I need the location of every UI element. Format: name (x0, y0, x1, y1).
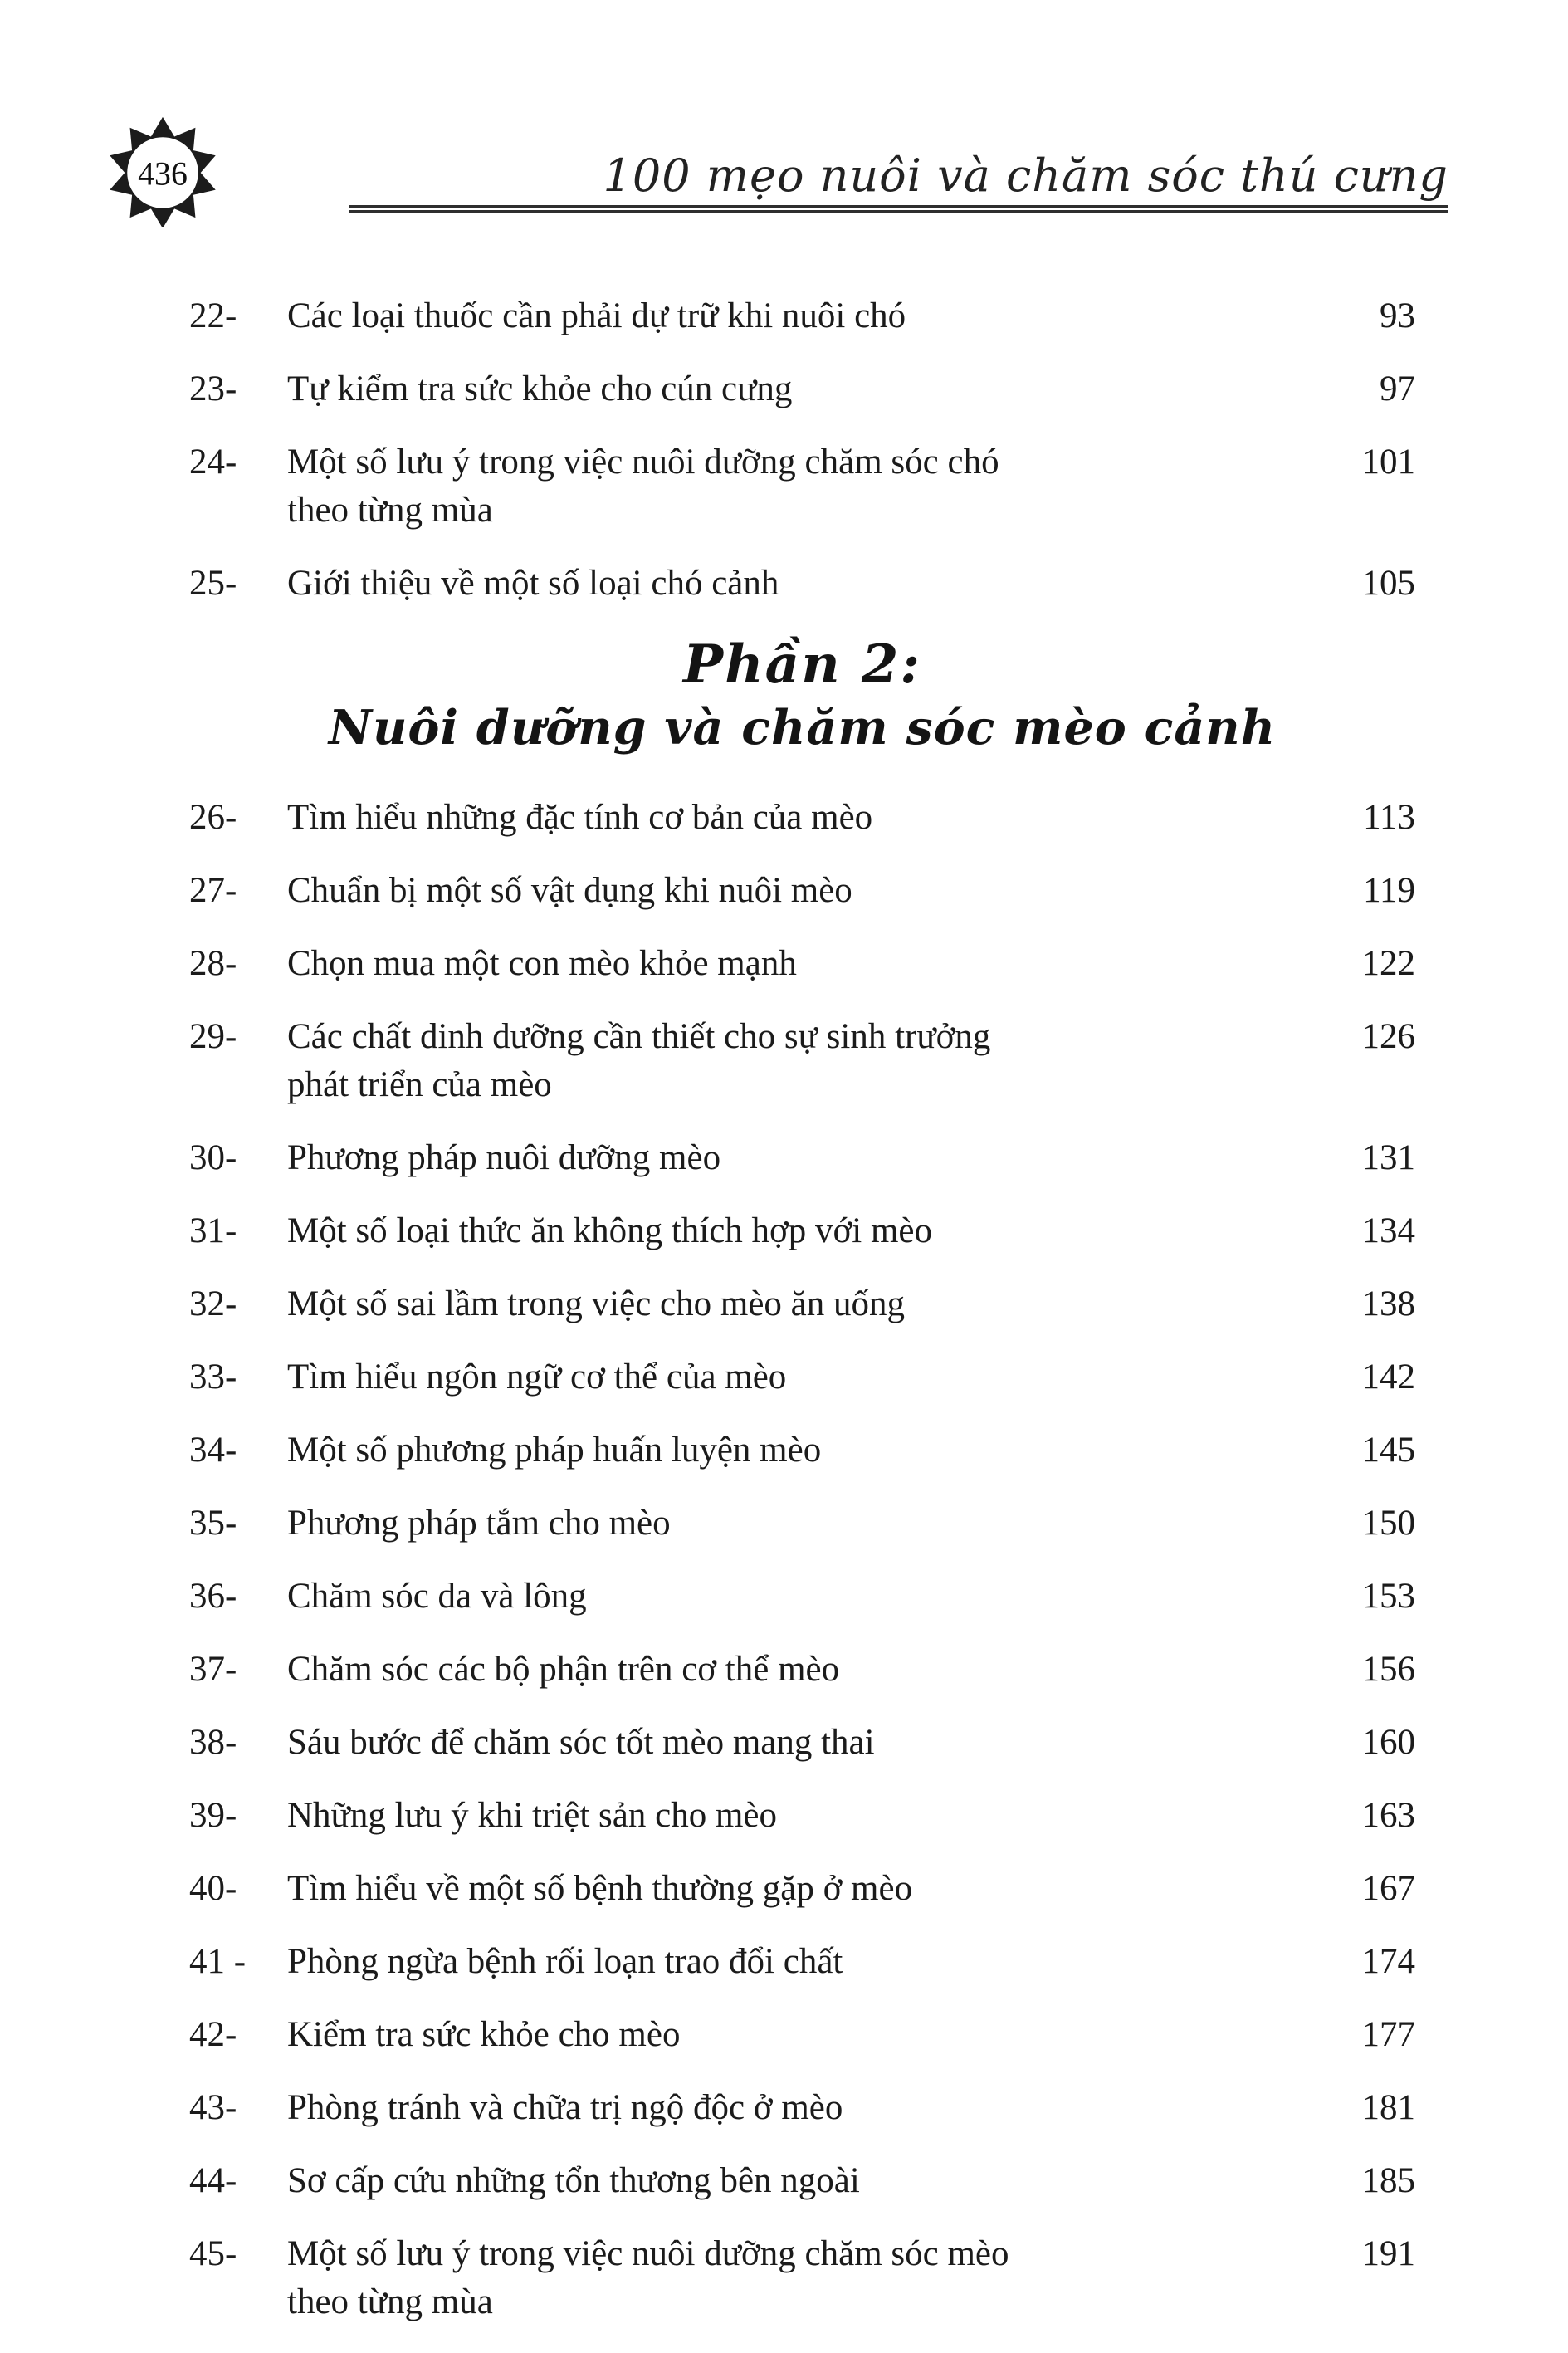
toc-entry-title (287, 1013, 1316, 1109)
toc-entry-title (287, 2230, 1316, 2326)
toc-row (189, 794, 1415, 842)
toc-entry-title-line1: Các loại thuốc cần phải dự trữ khi nuôi chó (287, 296, 906, 335)
toc-entry-number: 40- (189, 1869, 237, 1908)
toc-entry-number: 44- (189, 2161, 237, 2200)
toc-entry-page: 131 (1361, 1138, 1415, 1177)
toc-entry-number: 28- (189, 944, 237, 983)
toc-entry-number: 23- (189, 369, 237, 408)
toc-row (189, 2157, 1415, 2205)
toc-entry-page: 126 (1361, 1017, 1415, 1056)
toc-entry-title-line1: Phòng tránh và chữa trị ngộ độc ở mèo (287, 2088, 843, 2127)
toc-entry-page: 167 (1361, 1869, 1415, 1908)
toc-entry-number: 41 - (189, 1942, 247, 1981)
toc-entry-title-line1: Chọn mua một con mèo khỏe mạnh (287, 944, 797, 983)
toc-entry-number: 26- (189, 798, 237, 837)
toc-row (189, 1573, 1415, 1621)
toc-entry-page: 134 (1361, 1211, 1415, 1250)
toc-entry-title-line2: theo từng mùa (287, 2282, 493, 2321)
toc-entry-title (287, 1280, 1316, 1328)
starburst-icon (106, 115, 219, 227)
toc-entry-title-line1: Tự kiểm tra sức khỏe cho cún cưng (287, 369, 793, 408)
toc-row (189, 2230, 1415, 2326)
toc-entry-title (287, 1207, 1316, 1255)
toc-entry-page: 163 (1361, 1796, 1415, 1835)
toc-entry-page: 122 (1361, 944, 1415, 983)
page-number-star (106, 115, 219, 227)
toc-entry-number: 29- (189, 1017, 237, 1056)
toc-entry-title-line2: phát triển của mèo (287, 1065, 552, 1104)
toc-entry-number: 36- (189, 1577, 237, 1616)
toc-entry-number: 39- (189, 1796, 237, 1835)
toc-entry-title-line1: Tìm hiểu những đặc tính cơ bản của mèo (287, 798, 873, 837)
header-rule (349, 149, 1448, 213)
toc-entry-page: 153 (1361, 1577, 1415, 1616)
toc-entry-title-line1: Những lưu ý khi triệt sản cho mèo (287, 1796, 777, 1835)
toc-entry-title (287, 1938, 1316, 1986)
toc-entry-title (287, 292, 1316, 340)
toc-entry-page: 142 (1361, 1358, 1415, 1397)
toc-entry-page: 185 (1361, 2161, 1415, 2200)
toc-entry-page: 105 (1361, 564, 1415, 603)
toc-entry-title-line1: Phòng ngừa bệnh rối loạn trao đổi chất (287, 1942, 843, 1981)
toc-entry-number: 24- (189, 443, 237, 482)
toc-row (189, 1013, 1415, 1109)
toc-row (189, 292, 1415, 340)
toc-entry-page: 181 (1361, 2088, 1415, 2127)
toc-entry-title (287, 1646, 1316, 1694)
toc-row (189, 867, 1415, 915)
toc-row (189, 1719, 1415, 1767)
toc-entry-title (287, 940, 1316, 988)
toc-entry-title-line1: Chuẩn bị một số vật dụng khi nuôi mèo (287, 871, 852, 910)
toc-entry-number: 25- (189, 564, 237, 603)
toc-entry-number: 42- (189, 2015, 237, 2054)
toc-entry-title (287, 2157, 1316, 2205)
toc-row (189, 438, 1415, 535)
toc-entry-title-line1: Chăm sóc các bộ phận trên cơ thể mèo (287, 1650, 840, 1689)
toc-entry-number: 31- (189, 1211, 237, 1250)
toc-entry-title (287, 1719, 1316, 1767)
toc-row (189, 1938, 1415, 1986)
toc-entry-number: 30- (189, 1138, 237, 1177)
toc-entry-title (287, 867, 1316, 915)
toc-row (189, 1646, 1415, 1694)
toc-entry-title-line1: Sơ cấp cứu những tổn thương bên ngoài (287, 2161, 860, 2200)
toc-row (189, 1280, 1415, 1328)
toc-entry-page: 93 (1380, 296, 1415, 335)
toc-entry-title (287, 794, 1316, 842)
toc-entry-title (287, 1426, 1316, 1475)
toc-row (189, 365, 1415, 413)
toc-entry-title-line1: Giới thiệu về một số loại chó cảnh (287, 564, 779, 603)
section-title: Nuôi dưỡng và chăm sóc mèo cảnh (328, 700, 1277, 756)
toc-entry-page: 97 (1380, 369, 1415, 408)
toc-entry-title-line1: Tìm hiểu về một số bệnh thường gặp ở mèo (287, 1869, 913, 1908)
toc-entry-number: 22- (189, 296, 237, 335)
toc-entry-title (287, 438, 1316, 535)
toc-entry-number: 43- (189, 2088, 237, 2127)
toc-entry-page: 156 (1361, 1650, 1415, 1689)
toc-entry-page: 101 (1361, 443, 1415, 482)
toc-entry-title (287, 365, 1316, 413)
toc-entry-title (287, 2084, 1316, 2132)
toc-entry-title-line1: Phương pháp tắm cho mèo (287, 1504, 671, 1543)
toc-entry-title-line1: Phương pháp nuôi dưỡng mèo (287, 1138, 721, 1177)
toc-row (189, 2011, 1415, 2059)
toc-entry-title (287, 1792, 1316, 1840)
toc-entry-title-line1: Một số phương pháp huấn luyện mèo (287, 1431, 822, 1470)
toc-entry-title (287, 560, 1316, 608)
page-number-text: 436 (138, 155, 188, 193)
toc-entry-title (287, 1865, 1316, 1913)
toc-entry-title (287, 1134, 1316, 1182)
toc-row (189, 1134, 1415, 1182)
toc-entry-page: 150 (1361, 1504, 1415, 1543)
toc-list (189, 292, 1415, 2326)
toc-entry-number: 33- (189, 1358, 237, 1397)
toc-row (189, 1792, 1415, 1840)
toc-entry-title (287, 2011, 1316, 2059)
toc-row (189, 1499, 1415, 1548)
toc-row (189, 940, 1415, 988)
toc-row (189, 1865, 1415, 1913)
toc-entry-title (287, 1353, 1316, 1402)
section-heading (189, 633, 1415, 759)
toc-entry-page: 191 (1361, 2234, 1415, 2273)
toc-entry-number: 32- (189, 1284, 237, 1323)
toc-entry-title-line2: theo từng mùa (287, 491, 493, 530)
toc-row (189, 2084, 1415, 2132)
toc-row (189, 1353, 1415, 1402)
toc-entry-page: 145 (1361, 1431, 1415, 1470)
toc-row (189, 1207, 1415, 1255)
toc-entry-title-line1: Một số lưu ý trong việc nuôi dưỡng chăm sóc mèo (287, 2234, 1009, 2273)
toc-entry-number: 35- (189, 1504, 237, 1543)
toc-entry-page: 174 (1361, 1942, 1415, 1981)
toc-entry-number: 45- (189, 2234, 237, 2273)
book-title: 100 mẹo nuôi và chăm sóc thú cưng (603, 149, 1448, 202)
section-label: Phần 2: (682, 634, 922, 696)
toc-entry-title-line1: Các chất dinh dưỡng cần thiết cho sự sinh trưởng (287, 1017, 991, 1056)
toc-entry-title-line1: Một số sai lầm trong việc cho mèo ăn uống (287, 1284, 905, 1323)
toc-entry-number: 37- (189, 1650, 237, 1689)
page-header (0, 0, 1568, 227)
toc-entry-title-line1: Tìm hiểu ngôn ngữ cơ thể của mèo (287, 1358, 787, 1397)
toc-entry-page: 138 (1361, 1284, 1415, 1323)
toc-entry-title (287, 1573, 1316, 1621)
toc-entry-title-line1: Kiểm tra sức khỏe cho mèo (287, 2015, 681, 2054)
toc-entry-title-line1: Sáu bước để chăm sóc tốt mèo mang thai (287, 1723, 875, 1762)
toc-entry-page: 177 (1361, 2015, 1415, 2054)
toc-entry-number: 27- (189, 871, 237, 910)
toc-entry-title-line1: Một số lưu ý trong việc nuôi dưỡng chăm sóc chó (287, 443, 999, 482)
toc-entry-title-line1: Một số loại thức ăn không thích hợp với mèo (287, 1211, 933, 1250)
toc-entry-title (287, 1499, 1316, 1548)
toc-row (189, 560, 1415, 608)
toc-entry-page: 113 (1363, 798, 1415, 837)
toc-entry-number: 38- (189, 1723, 237, 1762)
toc-entry-number: 34- (189, 1431, 237, 1470)
toc-entry-title-line1: Chăm sóc da và lông (287, 1577, 587, 1616)
toc-entry-page: 119 (1363, 871, 1415, 910)
toc-entry-page: 160 (1361, 1723, 1415, 1762)
toc-row (189, 1426, 1415, 1475)
